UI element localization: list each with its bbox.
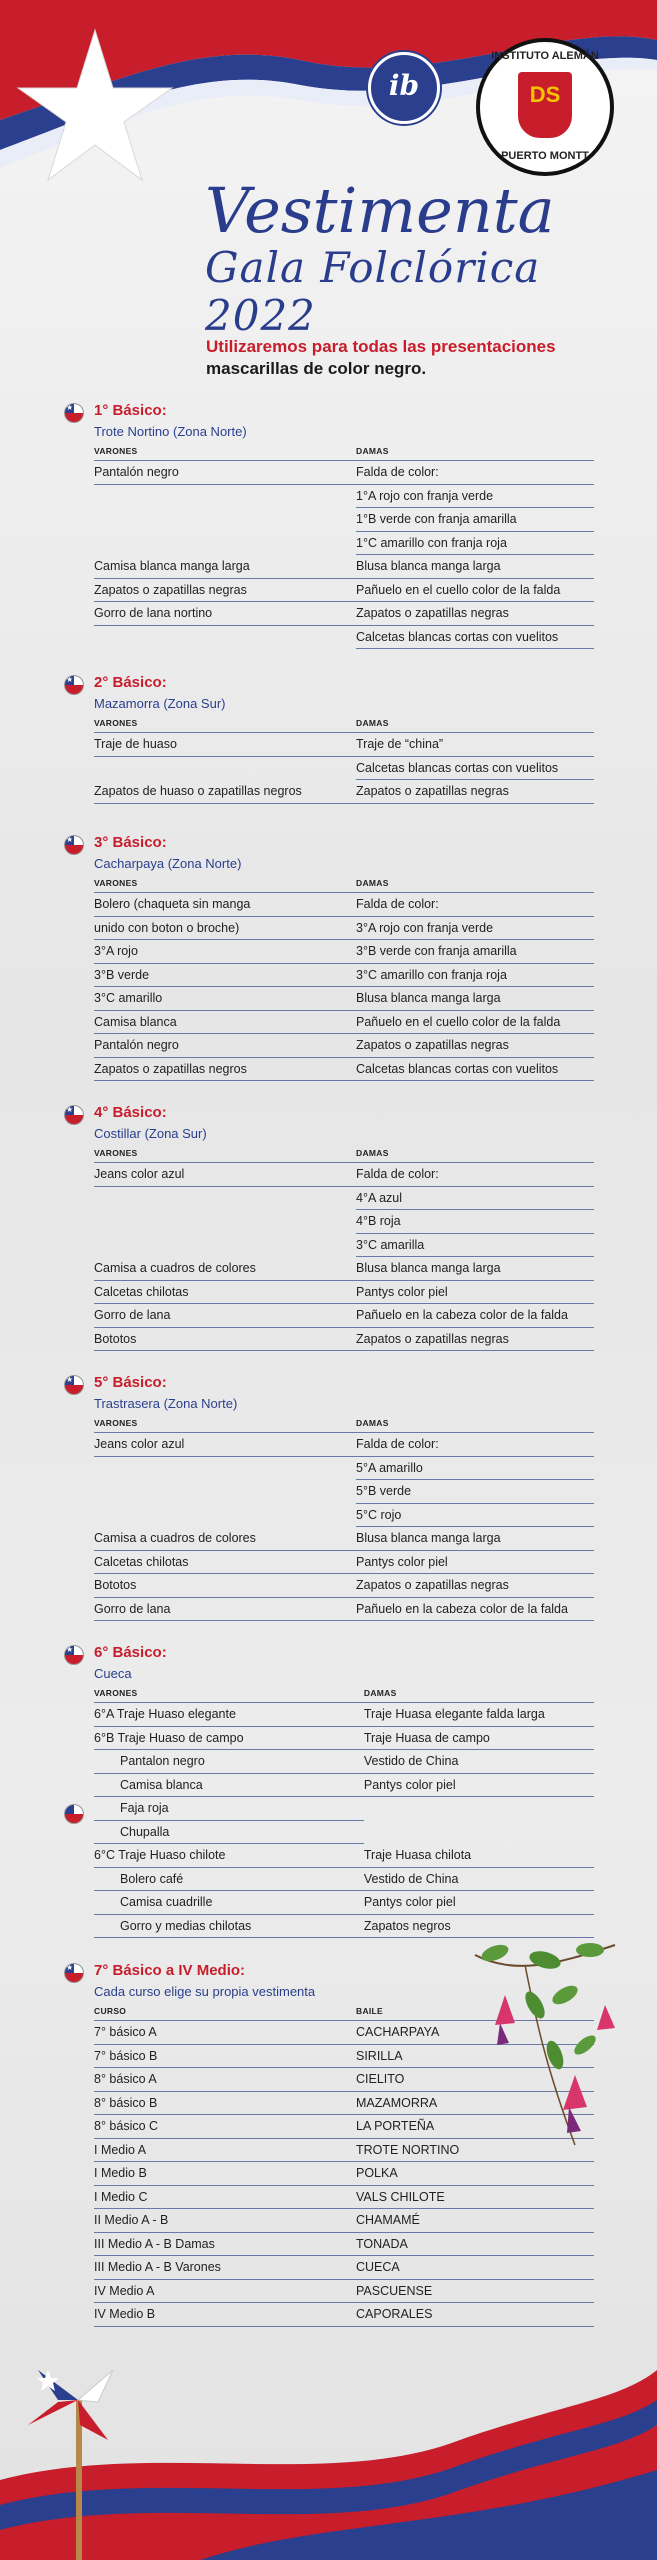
cell-right [364,1820,594,1844]
table-row [94,531,594,555]
table-row [94,1797,594,1821]
school-shield-letters: DS [529,82,561,107]
cell-right: Traje Huasa elegante falda larga [364,1703,594,1727]
cell-left [94,756,356,780]
cell-left: Calcetas chilotas [94,1280,356,1304]
cell-right: Falda de color: [356,1163,594,1187]
table-row [94,1163,594,1187]
dance-name: Costillar (Zona Sur) [94,1126,207,1141]
school-logo-city: PUERTO MONTT [501,150,589,162]
cell-left [94,1233,356,1257]
cell-left: Pantalón negro [94,1034,356,1058]
cell-left [94,1480,356,1504]
cell-left: II Medio A - B [94,2209,356,2233]
cell-right: POLKA [356,2162,594,2186]
table-header-row [94,1414,594,1433]
column-header-right: DAMAS [364,1684,594,1703]
table-row [94,1726,594,1750]
ib-logo-text: ib [388,69,420,102]
section-title: 5° Básico: [94,1374,167,1391]
cell-right: 3°C amarilla [356,1233,594,1257]
cell-right: Zapatos o zapatillas negras [356,1327,594,1351]
section-title: 3° Básico: [94,834,167,851]
column-header-right: DAMAS [356,442,594,461]
cell-right: Vestido de China [364,1750,594,1774]
table-row [94,1703,594,1727]
chile-flag-icon [64,1375,84,1395]
cell-right: 1°B verde con franja amarilla [356,508,594,532]
cell-right: Pañuelo en el cuello color de la falda [356,578,594,602]
page-title [205,174,625,340]
section-title: 1° Básico: [94,402,167,419]
cell-left: Camisa blanca [94,1773,364,1797]
table-row [94,1186,594,1210]
cell-left: 6°A Traje Huaso elegante [94,1703,364,1727]
pinwheel-decoration [18,2330,118,2560]
ib-logo [368,52,440,124]
dance-name: Cacharpaya (Zona Norte) [94,856,242,871]
cell-left: Jeans color azul [94,1433,356,1457]
column-header-left: CURSO [94,2002,356,2021]
column-header-left: VARONES [94,714,356,733]
cell-left: Gorro y medias chilotas [94,1914,364,1938]
table-row [94,2279,594,2303]
mask-notice-line-1: Utilizaremos para todas las presentaciones [206,337,556,356]
cell-left: 6°B Traje Huaso de campo [94,1726,364,1750]
section-4-basico [64,1102,604,1351]
cell-right: 3°C amarillo con franja roja [356,963,594,987]
cell-left: Pantalon negro [94,1750,364,1774]
table-row [94,1597,594,1621]
cell-left [94,1210,356,1234]
table-row [94,1527,594,1551]
cell-left: Gorro de lana [94,1597,356,1621]
column-header-right: DAMAS [356,1414,594,1433]
cell-left [94,484,356,508]
cell-left: Zapatos de huaso o zapatillas negros [94,780,356,804]
table-row [94,1433,594,1457]
cell-right: Falda de color: [356,461,594,485]
table-row [94,1280,594,1304]
chile-flag-icon [64,1105,84,1125]
column-header-right: DAMAS [356,714,594,733]
table-row [94,780,594,804]
cell-right: Traje Huasa de campo [364,1726,594,1750]
table-row [94,461,594,485]
table-header-row [94,1684,594,1703]
cell-left: 8° básico A [94,2068,356,2092]
table-row [94,1750,594,1774]
cell-left: I Medio B [94,2162,356,2186]
column-header-left: VARONES [94,874,356,893]
column-header-left: VARONES [94,1684,364,1703]
cell-right: Pantys color piel [356,1550,594,1574]
cell-right: PASCUENSE [356,2279,594,2303]
cell-right: Pantys color piel [364,1773,594,1797]
section-header [64,1642,604,1664]
title-main: Vestimenta [205,174,555,247]
cell-left: Bolero café [94,1867,364,1891]
section-title: 7° Básico a IV Medio: [94,1962,246,1979]
section-3-basico [64,832,604,1081]
table-row [94,1867,594,1891]
chile-flag-icon [64,403,84,423]
cell-left: Bototos [94,1574,356,1598]
section-title: 6° Básico: [94,1644,167,1661]
mask-notice-line-2: mascarillas de color negro. [206,359,427,378]
cell-left [94,508,356,532]
table-row [94,1304,594,1328]
cell-left: 3°B verde [94,963,356,987]
table-row [94,1820,594,1844]
cell-right: Blusa blanca manga larga [356,1257,594,1281]
cell-right: Pantys color piel [356,1280,594,1304]
cell-right: 3°A rojo con franja verde [356,916,594,940]
section-6-basico [64,1642,604,1938]
section-header [64,1372,604,1394]
table-row [94,1327,594,1351]
cell-left [94,1186,356,1210]
chile-flag-icon [64,1645,84,1665]
cell-left: 7° básico B [94,2044,356,2068]
table-header-row [94,442,594,461]
table-row [94,1034,594,1058]
table-row [94,1550,594,1574]
cell-right: TONADA [356,2232,594,2256]
section-1-basico [64,400,604,649]
attire-table [94,1684,594,1938]
cell-right: Zapatos o zapatillas negras [356,1574,594,1598]
table-row [94,602,594,626]
cell-left: 3°C amarillo [94,987,356,1011]
table-row [94,733,594,757]
cell-right: Calcetas blancas cortas con vuelitos [356,625,594,649]
chile-flag-icon [64,835,84,855]
cell-right: LA PORTEÑA [356,2115,594,2139]
table-row [94,1210,594,1234]
cell-left: Camisa a cuadros de colores [94,1257,356,1281]
table-row [94,2185,594,2209]
cell-left [94,531,356,555]
cell-left: Camisa cuadrille [94,1891,364,1915]
cell-right: Traje Huasa chilota [364,1844,594,1868]
column-header-left: VARONES [94,1144,356,1163]
cell-left [94,1456,356,1480]
school-logo-name: INSTITUTO ALEMÁN [491,50,599,62]
cell-right: CHAMAMÉ [356,2209,594,2233]
cell-right: Calcetas blancas cortas con vuelitos [356,756,594,780]
table-row [94,2256,594,2280]
cell-right: Calcetas blancas cortas con vuelitos [356,1057,594,1081]
table-row [94,1773,594,1797]
table-row [94,2209,594,2233]
section-header [64,400,604,422]
cell-right: CACHARPAYA [356,2021,594,2045]
cell-right: Pañuelo en la cabeza color de la falda [356,1304,594,1328]
cell-left: Chupalla [94,1820,364,1844]
cell-right: Falda de color: [356,893,594,917]
table-row [94,893,594,917]
column-header-left: VARONES [94,1414,356,1433]
dance-name: Cada curso elige su propia vestimenta [94,1984,316,1999]
cell-right: Zapatos o zapatillas negras [356,780,594,804]
cell-left: Faja roja [94,1797,364,1821]
mask-notice [206,336,626,380]
cell-left [94,1503,356,1527]
cell-right: 5°A amarillo [356,1456,594,1480]
section-title: 2° Básico: [94,674,167,691]
school-logo [476,38,614,176]
table-row [94,1503,594,1527]
cell-right: Blusa blanca manga larga [356,555,594,579]
table-row [94,1914,594,1938]
table-row [94,916,594,940]
section-header [64,672,604,694]
cell-right: 1°C amarillo con franja roja [356,531,594,555]
table-row [94,1891,594,1915]
column-header-left: VARONES [94,442,356,461]
cell-left: 3°A rojo [94,940,356,964]
cell-left [94,625,356,649]
table-header-row [94,1144,594,1163]
cell-right: Blusa blanca manga larga [356,987,594,1011]
cell-left: IV Medio B [94,2303,356,2327]
cell-left: III Medio A - B Varones [94,2256,356,2280]
table-row [94,1257,594,1281]
section-title: 4° Básico: [94,1104,167,1121]
cell-left: Gorro de lana [94,1304,356,1328]
cell-right: 4°A azul [356,1186,594,1210]
table-row [94,1844,594,1868]
table-row [94,625,594,649]
cell-left: unido con boton o broche) [94,916,356,940]
table-row [94,1456,594,1480]
table-row [94,555,594,579]
cell-right: SIRILLA [356,2044,594,2068]
school-shield-icon [518,72,572,138]
table-header-row [94,714,594,733]
fuchsia-flower-decoration [465,1935,625,2155]
cell-right: Vestido de China [364,1867,594,1891]
dance-name: Mazamorra (Zona Sur) [94,696,226,711]
table-row [94,1233,594,1257]
column-header-right: BAILE [356,2002,594,2021]
table-row [94,2162,594,2186]
dance-name: Trastrasera (Zona Norte) [94,1396,238,1411]
table-row [94,940,594,964]
cell-left: Bolero (chaqueta sin manga [94,893,356,917]
section-2-basico [64,672,604,804]
table-row [94,508,594,532]
table-row [94,756,594,780]
table-row [94,1057,594,1081]
column-header-right: DAMAS [356,874,594,893]
attire-table [94,1414,594,1621]
cell-left: 6°C Traje Huaso chilote [94,1844,364,1868]
cell-left: 8° básico C [94,2115,356,2139]
cell-right [364,1797,594,1821]
cell-left: Camisa blanca [94,1010,356,1034]
dance-name: Trote Nortino (Zona Norte) [94,424,247,439]
table-row [94,963,594,987]
cell-right: Zapatos negros [364,1914,594,1938]
cell-left: Camisa a cuadros de colores [94,1527,356,1551]
cell-right: 1°A rojo con franja verde [356,484,594,508]
chile-flag-icon [64,1963,84,1983]
cell-left: Traje de huaso [94,733,356,757]
table-row [94,1010,594,1034]
cell-right: Pañuelo en el cuello color de la falda [356,1010,594,1034]
cell-right: 5°B verde [356,1480,594,1504]
table-row [94,1574,594,1598]
cell-left: Zapatos o zapatillas negros [94,1057,356,1081]
cell-right: Pañuelo en la cabeza color de la falda [356,1597,594,1621]
cell-right: Zapatos o zapatillas negras [356,1034,594,1058]
cell-left: 7° básico A [94,2021,356,2045]
table-row [94,1480,594,1504]
chile-flag-icon [64,1804,84,1824]
cell-left: III Medio A - B Damas [94,2232,356,2256]
cell-left: I Medio A [94,2138,356,2162]
cell-left: Bototos [94,1327,356,1351]
cell-left: Gorro de lana nortino [94,602,356,626]
cell-right: 4°B roja [356,1210,594,1234]
table-row [94,484,594,508]
cell-right: Falda de color: [356,1433,594,1457]
cell-left: Zapatos o zapatillas negras [94,578,356,602]
cell-right: Zapatos o zapatillas negras [356,602,594,626]
cell-left: 8° básico B [94,2091,356,2115]
column-header-right: DAMAS [356,1144,594,1163]
section-header [64,832,604,854]
table-row [94,2232,594,2256]
cell-right: MAZAMORRA [356,2091,594,2115]
cell-right: CUECA [356,2256,594,2280]
table-header-row [94,874,594,893]
cell-right: TROTE NORTINO [356,2138,594,2162]
cell-left: Calcetas chilotas [94,1550,356,1574]
chile-flag-icon [64,675,84,695]
cell-right: CIELITO [356,2068,594,2092]
dance-name: Cueca [94,1666,132,1681]
attire-table [94,442,594,649]
cell-right: 5°C rojo [356,1503,594,1527]
cell-right: Traje de “china” [356,733,594,757]
cell-right: Pantys color piel [364,1891,594,1915]
cell-right: Blusa blanca manga larga [356,1527,594,1551]
attire-table [94,874,594,1081]
attire-table [94,1144,594,1351]
cell-left: Camisa blanca manga larga [94,555,356,579]
cell-right: CAPORALES [356,2303,594,2327]
cell-left: I Medio C [94,2185,356,2209]
table-row [94,578,594,602]
title-event: Gala Folclórica 2022 [205,243,541,340]
table-row [94,2303,594,2327]
cell-left: Jeans color azul [94,1163,356,1187]
section-header [64,1102,604,1124]
cell-right: 3°B verde con franja amarilla [356,940,594,964]
cell-left: IV Medio A [94,2279,356,2303]
section-5-basico [64,1372,604,1621]
cell-right: VALS CHILOTE [356,2185,594,2209]
table-row [94,987,594,1011]
cell-left: Pantalón negro [94,461,356,485]
attire-table [94,714,594,804]
